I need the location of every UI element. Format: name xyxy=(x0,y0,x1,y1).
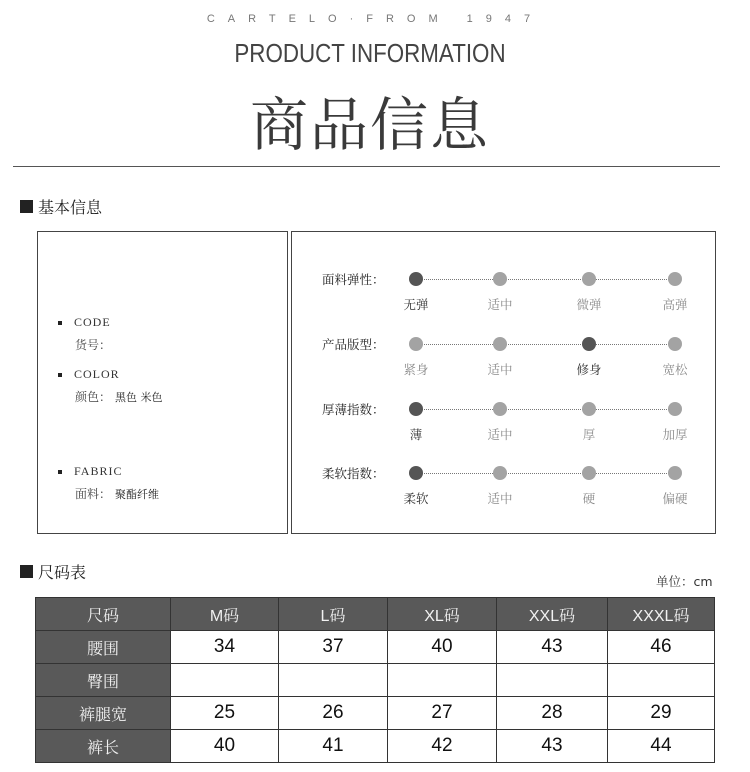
title-chinese: 商品信息 xyxy=(249,91,490,159)
row-header: 裤腿宽 xyxy=(36,697,171,730)
column-header: M码 xyxy=(171,598,279,631)
color-value: 黑色 米色 xyxy=(115,391,163,404)
color-attribute xyxy=(58,367,163,405)
basic-info-heading-text: 基本信息 xyxy=(38,198,103,217)
table-cell: 25 xyxy=(171,697,279,730)
square-bullet-icon xyxy=(20,565,33,578)
table-header-row xyxy=(36,598,715,631)
table-cell xyxy=(279,664,388,697)
brand-line: CARTELO·FROM 1947 xyxy=(206,13,544,25)
fabric-label-en: FABRIC xyxy=(74,464,123,478)
scale-row-elasticity xyxy=(292,263,717,313)
column-header: XXXL码 xyxy=(608,598,715,631)
scale-option: 修身 xyxy=(576,362,602,377)
scale-dot xyxy=(668,272,682,286)
color-label-en: COLOR xyxy=(74,367,120,381)
table-row xyxy=(36,631,715,664)
table-cell xyxy=(171,664,279,697)
table-cell xyxy=(497,664,608,697)
scale-dot xyxy=(493,466,507,480)
scale-option: 薄 xyxy=(409,427,423,442)
scale-dot-selected xyxy=(582,337,596,351)
scale-option: 适中 xyxy=(487,297,513,312)
scale-row-fit xyxy=(292,328,717,378)
square-bullet-icon xyxy=(20,200,33,213)
table-cell: 27 xyxy=(388,697,497,730)
scale-dot xyxy=(493,402,507,416)
scale-label: 厚薄指数： xyxy=(322,402,385,417)
size-chart-heading xyxy=(20,560,86,583)
scale-dot xyxy=(493,337,507,351)
table-cell: 41 xyxy=(279,730,388,763)
table-row xyxy=(36,697,715,730)
scale-option: 适中 xyxy=(487,491,513,506)
unit-label: 单位：cm xyxy=(656,574,713,589)
scale-option: 硬 xyxy=(582,491,596,506)
divider xyxy=(13,166,720,167)
fabric-label-cn: 面料： xyxy=(75,487,112,501)
basic-info-heading xyxy=(20,195,102,218)
scale-dot xyxy=(582,272,596,286)
scale-option: 厚 xyxy=(582,427,596,442)
table-cell: 34 xyxy=(171,631,279,664)
table-row xyxy=(36,730,715,763)
attributes-panel xyxy=(37,231,288,534)
scale-option: 无弹 xyxy=(403,297,429,312)
title-english: PRODUCT INFORMATION xyxy=(234,38,506,68)
bullet-icon xyxy=(58,321,62,325)
table-cell: 29 xyxy=(608,697,715,730)
bullet-icon xyxy=(58,373,62,377)
scale-dot xyxy=(493,272,507,286)
table-cell: 43 xyxy=(497,631,608,664)
table-cell: 43 xyxy=(497,730,608,763)
table-cell: 40 xyxy=(171,730,279,763)
table-cell: 42 xyxy=(388,730,497,763)
table-cell: 46 xyxy=(608,631,715,664)
row-header: 腰围 xyxy=(36,631,171,664)
row-header: 臀围 xyxy=(36,664,171,697)
code-attribute xyxy=(58,315,115,353)
scale-row-softness xyxy=(292,457,717,507)
scale-track xyxy=(415,409,675,410)
table-cell: 37 xyxy=(279,631,388,664)
scale-option: 加厚 xyxy=(662,427,688,442)
column-header: 尺码 xyxy=(36,598,171,631)
scale-dot-selected xyxy=(409,466,423,480)
size-chart-heading-text: 尺码表 xyxy=(38,563,87,582)
scale-option: 高弹 xyxy=(662,297,688,312)
table-cell: 28 xyxy=(497,697,608,730)
color-label-cn: 颜色： xyxy=(75,390,112,404)
scale-dot xyxy=(582,402,596,416)
column-header: XXL码 xyxy=(497,598,608,631)
scale-label: 产品版型： xyxy=(322,337,385,352)
table-cell: 44 xyxy=(608,730,715,763)
table-cell: 26 xyxy=(279,697,388,730)
scale-option: 适中 xyxy=(487,427,513,442)
scale-option: 紧身 xyxy=(403,362,429,377)
scale-option: 柔软 xyxy=(403,491,429,506)
column-header: XL码 xyxy=(388,598,497,631)
code-label-cn: 货号： xyxy=(75,338,112,352)
table-row xyxy=(36,664,715,697)
bullet-icon xyxy=(58,470,62,474)
scale-row-thickness xyxy=(292,393,717,443)
scale-option: 微弹 xyxy=(576,297,602,312)
table-cell: 40 xyxy=(388,631,497,664)
fabric-value: 聚酯纤维 xyxy=(115,488,160,501)
scale-option: 适中 xyxy=(487,362,513,377)
scale-dot-selected xyxy=(409,272,423,286)
scale-dot xyxy=(668,466,682,480)
size-table xyxy=(35,597,715,763)
row-header: 裤长 xyxy=(36,730,171,763)
scale-option: 偏硬 xyxy=(662,491,688,506)
column-header: L码 xyxy=(279,598,388,631)
scale-label: 面料弹性： xyxy=(322,272,385,287)
scale-track xyxy=(415,279,675,280)
scale-track xyxy=(415,344,675,345)
table-cell xyxy=(608,664,715,697)
code-label-en: CODE xyxy=(74,315,111,329)
scale-dot xyxy=(582,466,596,480)
scale-dot-selected xyxy=(409,402,423,416)
fabric-attribute xyxy=(58,464,159,502)
scale-option: 宽松 xyxy=(662,362,688,377)
scales-panel xyxy=(291,231,716,534)
scale-dot xyxy=(668,402,682,416)
table-cell xyxy=(388,664,497,697)
scale-label: 柔软指数： xyxy=(322,466,385,481)
scale-dot xyxy=(668,337,682,351)
scale-dot xyxy=(409,337,423,351)
scale-track xyxy=(415,473,675,474)
